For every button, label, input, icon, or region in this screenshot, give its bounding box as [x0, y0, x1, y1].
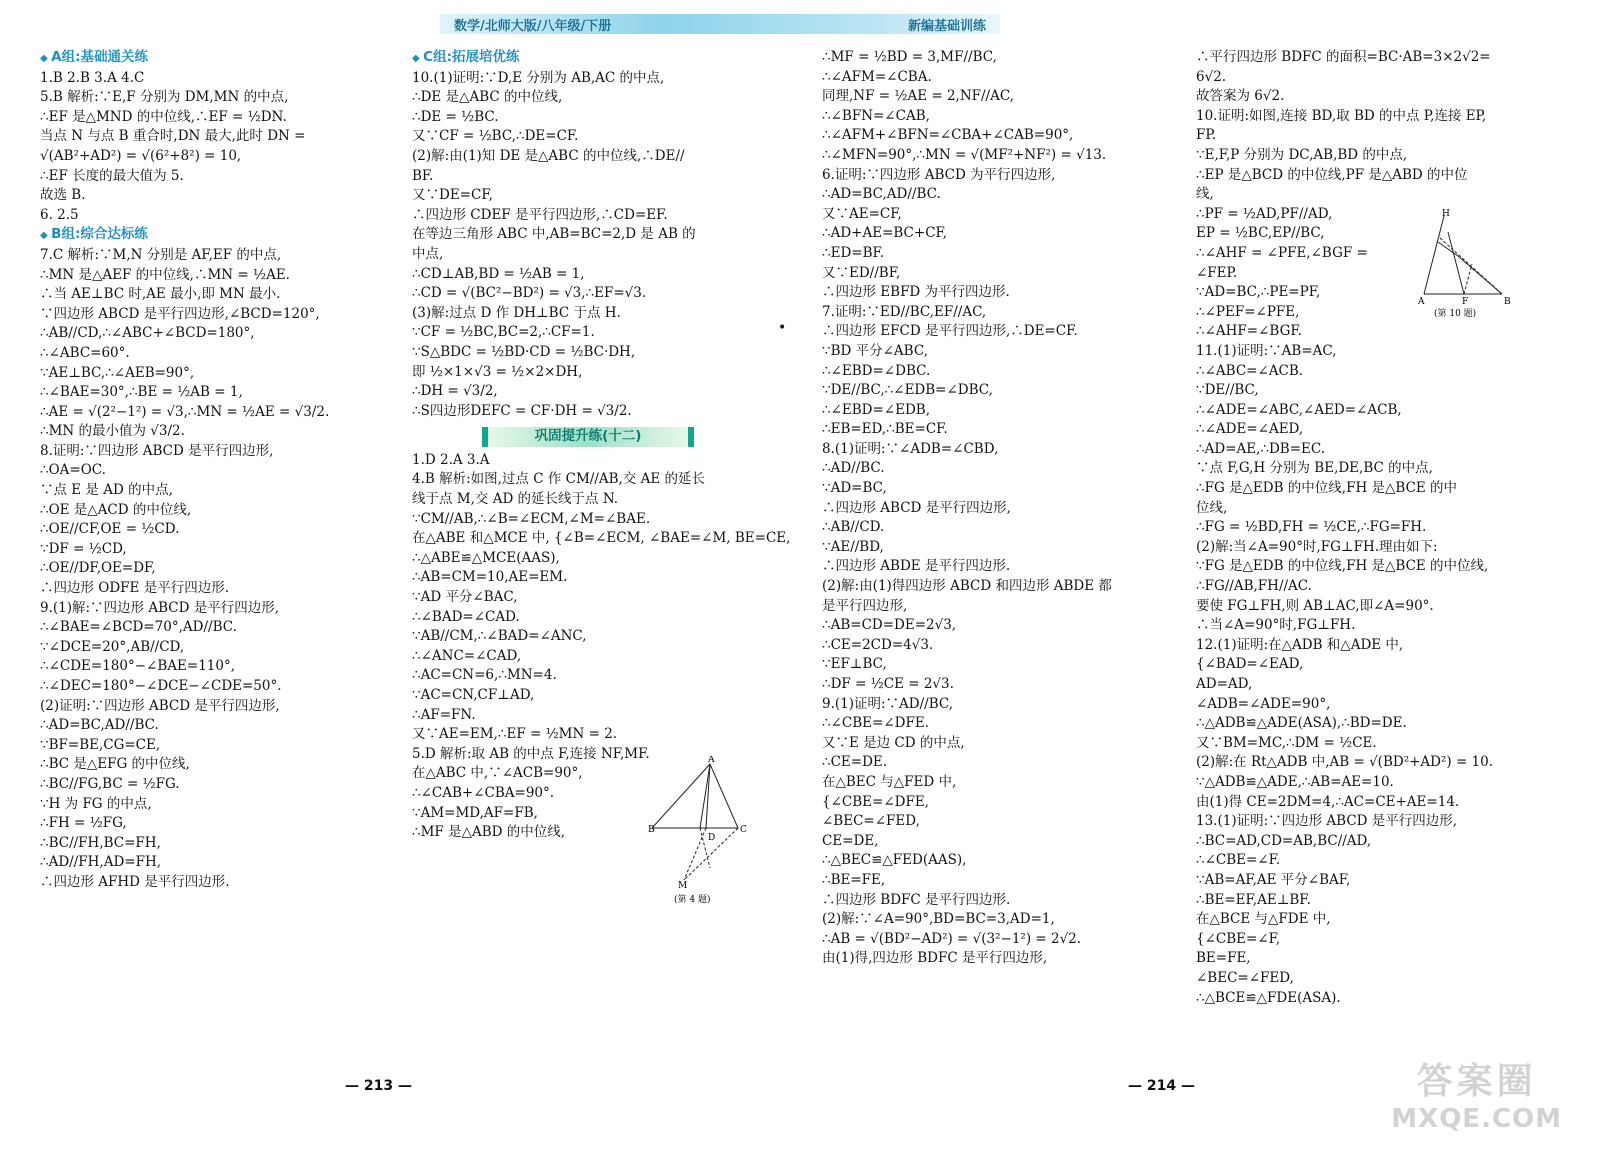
answer-line: ∴EF 长度的最大值为 5.: [40, 167, 184, 184]
answer-line: ∵AE⊥BC,∴∠AEB=90°,: [40, 364, 195, 381]
answer-line: 在△ABE 和△MCE 中, {∠B=∠ECM, ∠BAE=∠M, BE=CE,: [412, 530, 791, 547]
page-number-right: — 214 —: [1128, 1078, 1195, 1094]
answer-line: 又∵AE=EM,∴EF = ½MN = 2.: [412, 726, 618, 743]
answer-line: ∵△ADB≌△ADE,∴AB=AE=10.: [1196, 773, 1394, 790]
answer-line: ∴EB=ED,∴BE=CF.: [822, 421, 948, 438]
answer-line: ∠ADB=∠ADE=90°,: [1196, 695, 1331, 712]
answer-line: ∴FG 是△EDB 的中位线,FH 是△BCE 的中: [1196, 480, 1458, 497]
answer-line: 又∵ED//BF,: [822, 264, 901, 281]
answer-line: 1.B 2.B 3.A 4.C: [40, 69, 145, 86]
answer-line: ∴∠AHF = ∠PFE,∠BGF =: [1196, 244, 1368, 261]
column-1: [40, 48, 402, 893]
answer-line: ∴DE 是△ABC 的中位线,: [412, 89, 563, 106]
answer-line: (2)证明:∵四边形 ABCD 是平行四边形,: [40, 697, 280, 714]
svg-text:B: B: [1504, 297, 1511, 307]
answer-line: 当点 N 与点 B 重合时,DN 最大,此时 DN =: [40, 128, 306, 145]
answer-line: 1.D 2.A 3.A: [412, 451, 490, 468]
answer-line: ∴△ABE≌△MCE(AAS),: [412, 549, 560, 566]
answer-line: ∴AF=FN.: [412, 706, 476, 723]
svg-text:D: D: [708, 833, 716, 843]
answer-line: ∴∠AFM=∠CBA.: [822, 68, 932, 85]
answer-line: 8.证明:∵四边形 ABCD 是平行四边形,: [40, 442, 274, 459]
answer-line: ∴BE=FE,: [822, 871, 886, 888]
answer-line: ∴AB//CD.: [822, 519, 885, 536]
answer-line: ∴四边形 ODFE 是平行四边形.: [40, 580, 229, 597]
answer-line: ∠BEC=∠FED,: [1196, 969, 1294, 986]
answer-line: ∵AM=MD,AF=FB,: [412, 804, 538, 821]
answer-line: ∴四边形 CDEF 是平行四边形,∴CD=EF.: [412, 206, 668, 223]
column-3: [822, 48, 1190, 969]
answer-line: ∴OE 是△ACD 的中位线,: [40, 501, 192, 518]
answer-line: ∴S四边形DEFC = CF·DH = √3/2.: [412, 402, 632, 419]
figure-problem-10: [1418, 208, 1514, 318]
answer-line: AD=AD,: [1196, 676, 1253, 692]
answer-line: ∵AC=CN,CF⊥AD,: [412, 687, 535, 703]
answer-line: ∴∠BAE=∠BCD=70°,AD//BC.: [40, 619, 237, 636]
answer-line: ∴∠AHF=∠BGF.: [1196, 323, 1302, 340]
answer-line: ∠FEP.: [1196, 264, 1238, 281]
column-2: [412, 48, 792, 843]
section-heading: ◆ C组:拓展培优练: [412, 48, 792, 69]
answer-line: ∵BD 平分∠ABC,: [822, 342, 928, 359]
answer-line: ∴MF = ½BD = 3,MF//BC,: [822, 49, 997, 65]
svg-text:A: A: [1418, 297, 1425, 307]
answer-line: ∴BE=EF,AE⊥BF.: [1196, 891, 1311, 908]
answer-line: ∠BEC=∠FED,: [822, 813, 920, 830]
answer-line: ∴∠PEF=∠PFE,: [1196, 303, 1300, 320]
answer-line: ∵DE//BC,∴∠EDB=∠DBC,: [822, 382, 993, 399]
answer-line: ∴FG = ½BD,FH = ½CE,∴FG=FH.: [1196, 519, 1427, 536]
answer-line: 5.D 解析:取 AB 的中点 F,连接 NF,MF.: [412, 745, 650, 762]
answer-line: ∴△BCE≌△FDE(ASA).: [1196, 989, 1341, 1006]
answer-line: (2)解:在 Rt△ADB 中,AB = √(BD²+AD²) = 10.: [1196, 754, 1494, 771]
answer-line: ∵CM//AB,∴∠B=∠ECM,∠M=∠BAE.: [412, 510, 651, 527]
answer-line: ∵四边形 ABCD 是平行四边形,∠BCD=120°,: [40, 305, 320, 322]
answer-line: ∵S△BDC = ½BD·CD = ½BC·DH,: [412, 343, 636, 360]
answer-line: 故选 B.: [40, 187, 86, 204]
section-banner: 巩固提升练(十二): [482, 427, 694, 447]
answer-line: ∴BC=AD,CD=AB,BC//AD,: [1196, 832, 1372, 849]
answer-line: ∵BF=BE,CG=CE,: [40, 736, 161, 753]
answer-line: 线,: [1196, 186, 1214, 203]
answer-line: ∵AB//CM,∴∠BAD=∠ANC,: [412, 628, 587, 645]
answer-line: 在△BEC 与△FED 中,: [822, 773, 957, 790]
answer-line: 故答案为 6√2.: [1196, 88, 1285, 105]
answer-line: 7.C 解析:∵M,N 分别是 AF,EF 的中点,: [40, 246, 282, 263]
answer-line: 由(1)得 CE=2DM=4,∴AC=CE+AE=14.: [1196, 793, 1460, 810]
watermark-title: 答案圈: [1416, 1061, 1537, 1102]
answer-line: ∴MN 的最小值为 √3/2.: [40, 423, 185, 440]
answer-line: ∴∠EBD=∠DBC.: [822, 362, 931, 379]
svg-text:B: B: [648, 825, 655, 835]
answer-line: ∴CE=2CD=4√3.: [822, 636, 934, 653]
answer-line: ∴AB//CD,∴∠ABC+∠BCD=180°,: [40, 325, 255, 342]
answer-line: 要使 FG⊥FH,则 AB⊥AC,即∠A=90°.: [1196, 597, 1434, 614]
answer-line: ∴CD⊥AB,BD = ½AB = 1,: [412, 265, 585, 282]
answer-line: ∴当∠A=90°时,FG⊥FH.: [1196, 617, 1356, 634]
answer-line: ∵DE//BC,: [1196, 382, 1259, 399]
answer-line: ∴AB = √(BD²−AD²) = √(3²−1²) = 2√2.: [822, 930, 1082, 947]
answer-line: ∵AB=AF,AE 平分∠BAF,: [1196, 871, 1351, 888]
answer-line: 10.证明:如图,连接 BD,取 BD 的中点 P,连接 EP,: [1196, 107, 1487, 124]
answer-line: (2)解:由(1)知 DE 是△ABC 的中位线,∴DE//: [412, 147, 685, 164]
answer-line: ∴AB=CM=10,AE=EM.: [412, 569, 568, 586]
svg-text:C: C: [740, 825, 747, 835]
answer-line: ∴∠ABC=∠ACB.: [1196, 362, 1304, 379]
answer-line: 6. 2.5: [40, 206, 79, 223]
answer-line: ∴四边形 ABDE 是平行四边形.: [822, 558, 1011, 575]
answer-line: (3)解:过点 D 作 DH⊥BC 于点 H.: [412, 304, 621, 321]
running-header: [440, 14, 1000, 34]
answer-line: ∴CD = √(BC²−BD²) = √3,∴EF=√3.: [412, 285, 647, 302]
watermark: [1391, 1053, 1562, 1134]
answer-line: ∵AD 平分∠BAC,: [412, 589, 518, 606]
answer-line: ∵EF⊥BC,: [822, 656, 887, 673]
section-heading: ◆ A组:基础通关练: [40, 48, 402, 69]
answer-line: 在等边三角形 ABC 中,AB=BC=2,D 是 AB 的: [412, 226, 696, 243]
answer-line: 11.(1)证明:∵AB=AC,: [1196, 342, 1337, 359]
answer-line: ∵AE//BD,: [822, 538, 884, 555]
answer-line: BF.: [412, 167, 434, 184]
svg-text:M: M: [678, 881, 688, 891]
answer-line: ∴AC=CN=6,∴MN=4.: [412, 667, 557, 684]
figure-10-caption: (第 10 题): [1434, 309, 1477, 318]
answer-line: ∴EP 是△BCD 的中位线,PF 是△ABD 的中位: [1196, 166, 1468, 183]
answer-line: EP = ½BC,EP//BC,: [1196, 225, 1325, 242]
svg-text:H: H: [1442, 209, 1450, 219]
watermark-url: MXQE.COM: [1391, 1104, 1562, 1134]
answer-line: 6√2.: [1196, 68, 1227, 85]
answer-line: 又∵CF = ½BC,∴DE=CF.: [412, 128, 579, 145]
svg-text:F: F: [1462, 297, 1469, 307]
answer-line: ∴ED=BF.: [822, 244, 885, 261]
answer-line: ∴EF 是△MND 的中位线,∴EF = ½DN.: [40, 108, 287, 125]
answer-line: CE=DE,: [822, 832, 879, 849]
answer-line: 是平行四边形,: [822, 597, 908, 614]
answer-line: (2)解:∵∠A=90°,BD=BC=3,AD=1,: [822, 911, 1055, 928]
answer-line: ∴∠ANC=∠CAD,: [412, 647, 522, 664]
answer-line: ∴当 AE⊥BC 时,AE 最小,即 MN 最小.: [40, 286, 281, 303]
answer-line: 7.证明:∵ED//BC,EF//AC,: [822, 303, 987, 320]
figure-problem-4: [648, 756, 748, 906]
answer-line: ∴AD=AE,∴DB=EC.: [1196, 440, 1326, 457]
answer-line: ∵AD=BC,: [822, 480, 887, 497]
answer-line: ∴∠MFN=90°,∴MN = √(MF²+NF²) = √13.: [822, 146, 1107, 163]
answer-line: √(AB²+AD²) = √(6²+8²) = 10,: [40, 147, 242, 164]
answer-line: ∴AD//BC.: [822, 460, 885, 477]
answer-line: ∴∠BFN=∠CAB,: [822, 107, 930, 124]
answer-line: ∴四边形 EBFD 为平行四边形.: [822, 284, 1010, 301]
figure-4-caption: (第 4 题): [674, 895, 711, 905]
answer-line: ∴∠ADE=∠AED,: [1196, 421, 1304, 438]
answer-line: 又∵DE=CF,: [412, 187, 493, 204]
answer-line: ∴DE = ½BC.: [412, 108, 499, 125]
answer-line: (2)解:由(1)得四边形 ABCD 和四边形 ABDE 都: [822, 578, 1112, 595]
answer-line: 10.(1)证明:∵D,E 分别为 AB,AC 的中点,: [412, 69, 665, 86]
answer-line: 位线,: [1196, 499, 1228, 516]
answer-line: ∴CE=DE.: [822, 754, 888, 771]
answer-line: ∴AD//FH,AD=FH,: [40, 854, 162, 871]
answer-line: ∴AD+AE=BC+CF,: [822, 225, 948, 242]
answer-line: ∴∠BAE=30°,∴BE = ½AB = 1,: [40, 384, 243, 401]
answer-line: 6.证明:∵四边形 ABCD 为平行四边形,: [822, 166, 1056, 183]
answer-line: ∴AE = √(2²−1²) = √3,∴MN = ½AE = √3/2.: [40, 403, 330, 420]
answer-line: ∵DF = ½CD,: [40, 540, 127, 557]
answer-line: ∴∠ABC=60°.: [40, 344, 130, 361]
answer-line: 又∵AE=CF,: [822, 205, 902, 222]
answer-line: ∴∠DEC=180°−∠DCE−∠CDE=50°.: [40, 678, 282, 694]
answer-line: ∵点 E 是 AD 的中点,: [40, 482, 173, 499]
answer-line: ∴平行四边形 BDFC 的面积=BC·AB=3×2√2=: [1196, 49, 1491, 65]
answer-line: ∴OA=OC.: [40, 462, 106, 479]
answer-line: ∴∠BAD=∠CAD.: [412, 608, 520, 625]
header-left: 数学/北师大版/八年级/下册: [454, 18, 612, 34]
answer-line: ∴△BEC≌△FED(AAS),: [822, 852, 967, 869]
answer-line: 在△BCE 与△FDE 中,: [1196, 911, 1331, 928]
answer-line: ∴四边形 AFHD 是平行四边形.: [40, 873, 230, 890]
column-4: [1196, 48, 1558, 1008]
answer-line: ∴MN 是△AEF 的中位线,∴MN = ½AE.: [40, 266, 290, 283]
answer-line: ∴PF = ½AD,PF//AD,: [1196, 205, 1333, 222]
section-heading: ◆ B组:综合达标练: [40, 225, 402, 246]
answer-line: ∴FH = ½FG,: [40, 815, 127, 832]
answer-line: ∵∠DCE=20°,AB//CD,: [40, 638, 185, 655]
answer-line: ∴∠ADE=∠ABC,∠AED=∠ACB,: [1196, 401, 1402, 418]
page-number-left: — 213 —: [345, 1078, 412, 1094]
answer-line: 12.(1)证明:在△ADB 和△ADE 中,: [1196, 636, 1404, 653]
answer-line: 又∵E 是边 CD 的中点,: [822, 734, 965, 751]
answer-line: ∴OE//DF,OE=DF,: [40, 560, 156, 577]
answer-line: ∴∠AFM+∠BFN=∠CBA+∠CAB=90°,: [822, 127, 1074, 144]
answer-line: ∴BC 是△EFG 的中位线,: [40, 756, 190, 773]
answer-line: 中点,: [412, 245, 444, 262]
answer-line: {∠CBE=∠F,: [1196, 930, 1281, 947]
answer-line: FP.: [1196, 127, 1217, 144]
answer-line: ∴四边形 EFCD 是平行四边形,∴DE=CF.: [822, 323, 1078, 340]
answer-line: ∴BC//FG,BC = ½FG.: [40, 775, 180, 792]
answer-line: 由(1)得,四边形 BDFC 是平行四边形,: [822, 950, 1048, 967]
answer-line: 8.(1)证明:∵∠ADB=∠CBD,: [822, 440, 999, 457]
answer-line: ∵点 F,G,H 分别为 BE,DE,BC 的中点,: [1196, 460, 1433, 477]
answer-line: ∵AD=BC,∴PE=PF,: [1196, 284, 1321, 301]
answer-line: 5.B 解析:∵E,F 分别为 DM,MN 的中点,: [40, 89, 289, 106]
answer-line: ∴四边形 ABCD 是平行四边形,: [822, 499, 1011, 516]
answer-line: ∵H 为 FG 的中点,: [40, 795, 152, 812]
answer-line: ∴∠CBE=∠DFE.: [822, 715, 929, 732]
answer-line: ∴MF 是△ABD 的中位线,: [412, 824, 566, 841]
svg-text:A: A: [708, 756, 715, 765]
answer-line: ∵CF = ½BC,BC=2,∴CF=1.: [412, 324, 595, 341]
answer-line: 同理,NF = ½AE = 2,NF//AC,: [822, 88, 1014, 105]
answer-line: {∠CBE=∠DFE,: [822, 793, 929, 810]
answer-line: 4.B 解析:如图,过点 C 作 CM//AB,交 AE 的延长: [412, 471, 706, 488]
answer-line: ∴AD=BC,AD//BC.: [40, 717, 159, 734]
answer-line: ∴∠CAB+∠CBA=90°.: [412, 784, 555, 801]
answer-line: 9.(1)证明:∵AD//BC,: [822, 695, 954, 712]
answer-line: ∵FG 是△EDB 的中位线,FH 是△BCE 的中位线,: [1196, 558, 1489, 575]
answer-line: ∴FG//AB,FH//AC.: [1196, 578, 1312, 595]
answer-line: 在△ABC 中,∵∠ACB=90°,: [412, 765, 583, 782]
answer-line: ∴∠EBD=∠EDB,: [822, 401, 931, 418]
answer-line: 即 ½×1×√3 = ½×2×DH,: [412, 363, 583, 380]
stray-dot: •: [778, 320, 787, 336]
answer-line: ∵E,F,P 分别为 DC,AB,BD 的中点,: [1196, 146, 1408, 163]
answer-line: ∴∠CDE=180°−∠BAE=110°,: [40, 658, 236, 675]
answer-line: 线于点 M,交 AD 的延长线于点 N.: [412, 491, 619, 508]
answer-line: 13.(1)证明:∵四边形 ABCD 是平行四边形,: [1196, 813, 1458, 830]
answer-line: {∠BAD=∠EAD,: [1196, 656, 1304, 673]
answer-line: 又∵BM=MC,∴DM = ½CE.: [1196, 734, 1377, 751]
answer-line: BE=FE,: [1196, 950, 1251, 967]
answer-line: ∴四边形 BDFC 是平行四边形.: [822, 891, 1011, 908]
answer-line: ∴DF = ½CE = 2√3.: [822, 676, 954, 692]
header-right: 新编基础训练: [907, 18, 986, 34]
answer-line: ∴AD=BC,AD//BC.: [822, 186, 941, 203]
answer-line: ∴DH = √3/2,: [412, 383, 498, 400]
answer-line: ∴AB=CD=DE=2√3,: [822, 617, 957, 634]
answer-line: (2)解:当∠A=90°时,FG⊥FH.理由如下:: [1196, 538, 1438, 555]
answer-line: 9.(1)解:∵四边形 ABCD 是平行四边形,: [40, 599, 279, 616]
answer-line: ∴OE//CF,OE = ½CD.: [40, 521, 180, 538]
answer-line: ∴∠CBE=∠F.: [1196, 852, 1281, 869]
answer-line: ∴BC//FH,BC=FH,: [40, 834, 161, 851]
answer-line: ∴△ADB≌△ADE(ASA),∴BD=DE.: [1196, 715, 1407, 732]
